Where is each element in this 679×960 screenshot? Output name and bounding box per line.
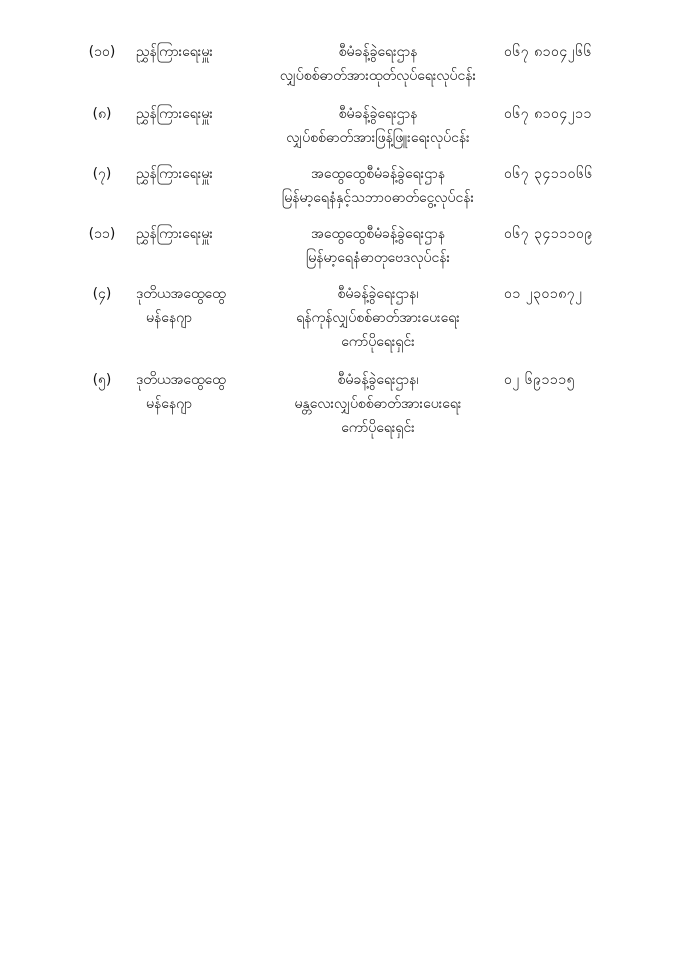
entry-position-line: မန်နေဂျာ	[146, 310, 193, 326]
entry-department-line: မန္တလေးလျှပ်စစ်ဓာတ်အားပေးရေး	[294, 396, 462, 412]
entry-position: ညွှန်ကြားရေးမှူး	[136, 106, 213, 122]
entry-number: (၈)	[92, 106, 112, 122]
entry-department-line: လျှပ်စစ်ဓာတ်အားဖြန့်ဖြူးရေးလုပ်ငန်း	[286, 130, 470, 146]
entry-department-line: ကော်ပိုရေးရှင်း	[341, 334, 415, 350]
entry-position-line: မန်နေဂျာ	[146, 396, 193, 412]
entry-department-line: လျှပ်စစ်ဓာတ်အားထုတ်လုပ်ရေးလုပ်ငန်း	[279, 68, 477, 84]
entry-phone: ၀၆၇ ၃၄၁၁၁၀၉	[504, 226, 593, 242]
entry-number: (၇)	[92, 166, 112, 182]
entry-phone: ၀၂ ၆၉၁၁၁၅	[504, 372, 575, 388]
entry-phone: ၀၆၇ ၈၁၀၄၂၆၆	[504, 44, 592, 60]
entry-position: ဒုတိယအထွေထွေ	[136, 372, 226, 388]
entry-phone: ၀၁ ၂၃၀၁၈၇၂	[504, 286, 583, 302]
entry-number: (၁၀)	[88, 44, 116, 60]
entry-phone: ၀၆၇ ၈၁၀၄၂၁၁	[504, 106, 592, 122]
entry-number: (၅)	[92, 372, 112, 388]
entry-department: စီမံခန့်ခွဲရေးဌာန	[338, 106, 418, 122]
entry-position: ညွှန်ကြားရေးမှူး	[136, 44, 213, 60]
entry-position: ညွှန်ကြားရေးမှူး	[136, 226, 213, 242]
entry-position: ညွှန်ကြားရေးမှူး	[136, 166, 213, 182]
entry-department: စီမံခန့်ခွဲရေးဌာန၊	[337, 372, 419, 388]
entry-department: အထွေထွေစီမံခန့်ခွဲရေးဌာန	[311, 226, 445, 242]
entry-department-line: မြန်မာ့ရေနံနှင့်သဘာဝဓာတ်ငွေ့လုပ်ငန်း	[281, 190, 475, 206]
entry-department: အထွေထွေစီမံခန့်ခွဲရေးဌာန	[311, 166, 445, 182]
entry-department: စီမံခန့်ခွဲရေးဌာန	[338, 44, 418, 60]
entry-department-line: မြန်မာ့ရေနံဓာတုဗေဒလုပ်ငန်း	[305, 250, 451, 266]
entry-number: (၁၁)	[88, 226, 116, 242]
entry-phone: ၀၆၇ ၃၄၁၁၀၆၆	[504, 166, 593, 182]
entry-department: စီမံခန့်ခွဲရေးဌာန၊	[337, 286, 419, 302]
entry-department-line: ကော်ပိုရေးရှင်း	[341, 420, 415, 436]
entry-number: (၄)	[92, 286, 112, 302]
entry-position: ဒုတိယအထွေထွေ	[136, 286, 226, 302]
entry-department-line: ရန်ကုန်လျှပ်စစ်ဓာတ်အားပေးရေး	[296, 310, 460, 326]
